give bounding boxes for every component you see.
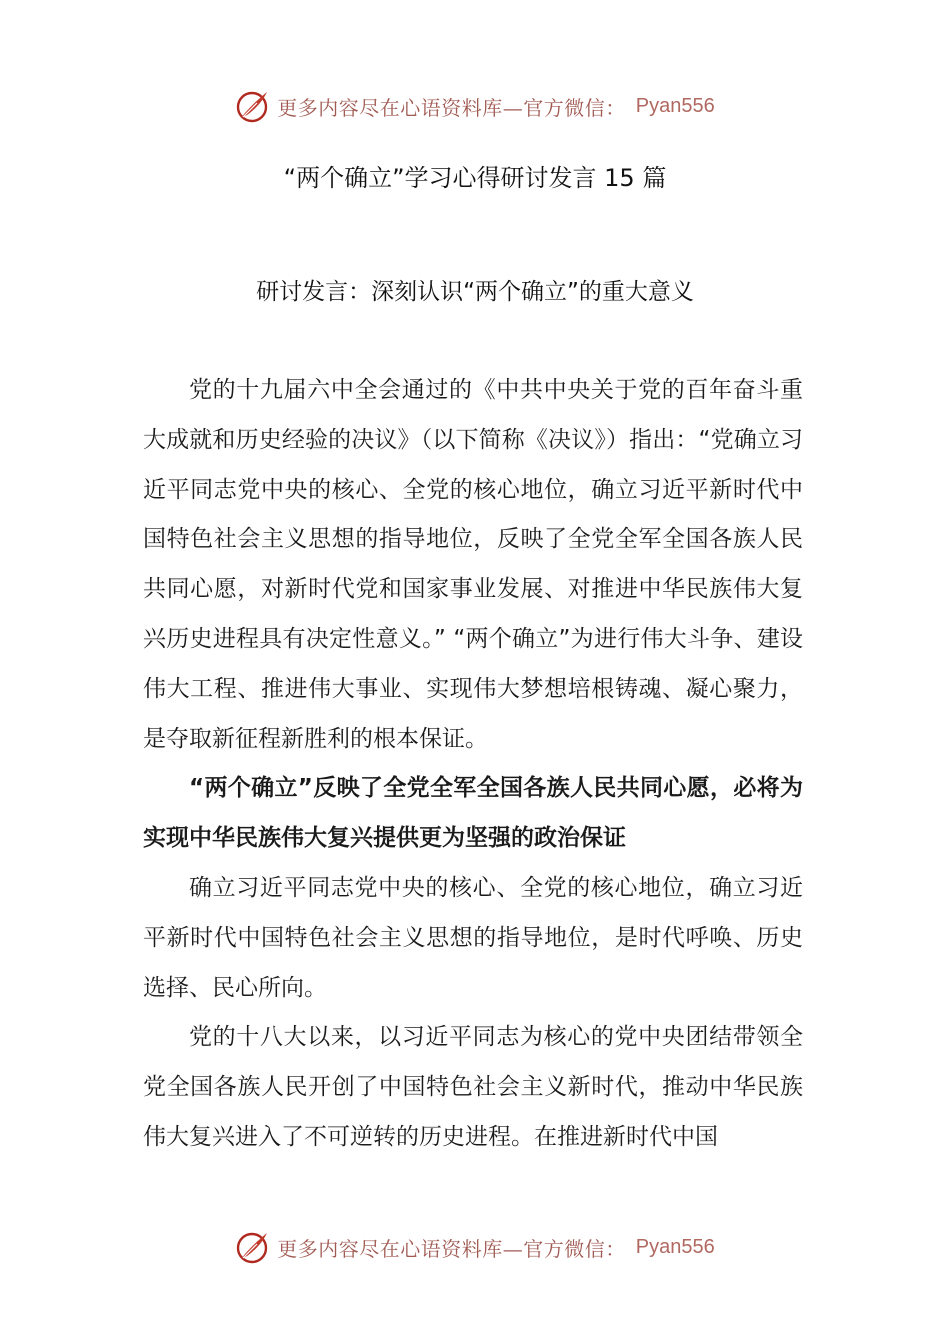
bold-subheading: “两个确立”反映了全党全军全国各族人民共同心愿，必将为实现中华民族伟大复兴提供更为坚强的政治保证	[143, 775, 803, 852]
footer-watermark	[0, 1225, 950, 1269]
body-paragraph: 党的十九届六中全会通过的《中共中央关于党的百年奋斗重大成就和历史经验的决议》（以下简称《决议》）指出：“党确立习近平同志党中央的核心、全党的核心地位，确立习近平新时代中国特色社会主义思想的指导地位，反映了全党全军全国各族人民共同心愿，对新时代党和国家事业发展、对推进中华民族伟大复兴历史进程具有决定性意义。” “两个确立”为进行伟大斗争、建设伟大工程、推进伟大事业、实现伟大梦想培根铸魂、凝心聚力，是夺取新征程新胜利的根本保证。	[143, 377, 803, 752]
watermark-wechat-id: Pyan556	[635, 94, 715, 117]
header-watermark	[0, 84, 950, 128]
watermark-text: 更多内容尽在心语资料库—官方微信：	[277, 95, 626, 120]
document-title: “两个确立”学习心得研讨发言 15 篇	[283, 164, 667, 192]
body-paragraph: 确立习近平同志党中央的核心、全党的核心地位，确立习近平新时代中国特色社会主义思想的指导地位，是时代呼唤、历史选择、民心所向。	[143, 874, 803, 1001]
watermark-text: 更多内容尽在心语资料库—官方微信：	[277, 1236, 626, 1261]
quill-pen-logo-icon	[235, 1229, 271, 1265]
watermark-wechat-id: Pyan556	[635, 1235, 715, 1258]
body-paragraph: 党的十八大以来，以习近平同志为核心的党中央团结带领全党全国各族人民开创了中国特色社会主义新时代，推动中华民族伟大复兴进入了不可逆转的历史进程。在推进新时代中国	[143, 1024, 803, 1150]
quill-pen-logo-icon	[235, 88, 271, 124]
document-body	[143, 366, 803, 1163]
section-title: 研讨发言：深刻认识“两个确立”的重大意义	[256, 279, 694, 305]
